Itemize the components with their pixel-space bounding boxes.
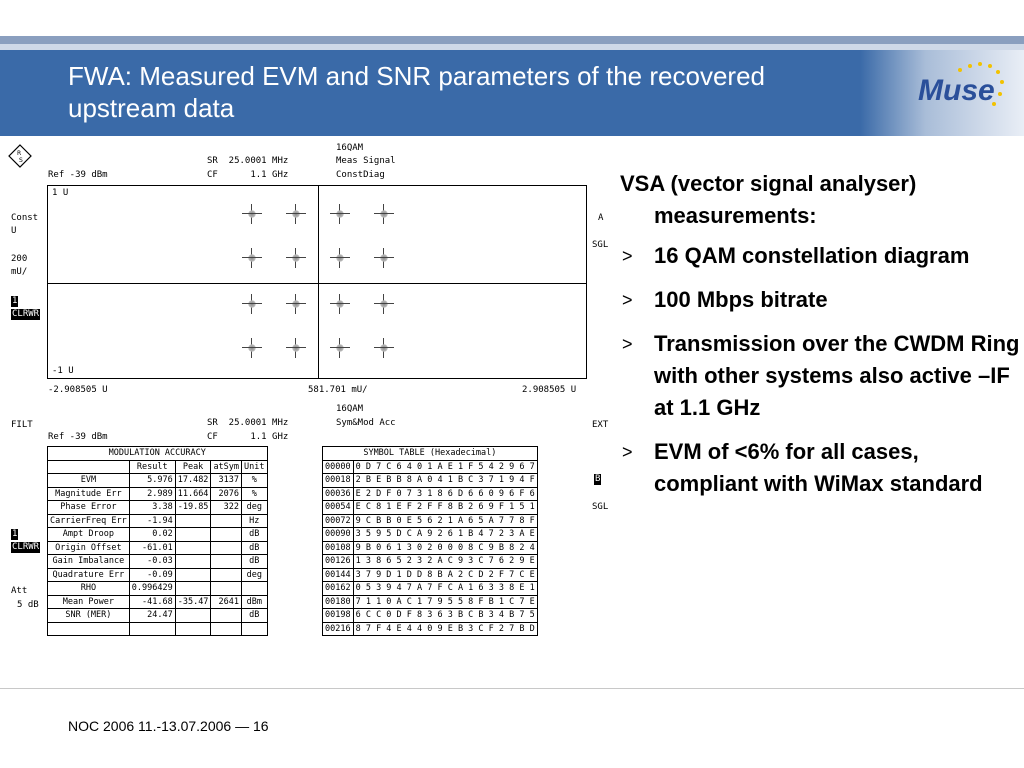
ma-row (48, 582, 268, 596)
scale-label: 200 (11, 254, 28, 264)
bullet-marker: > (622, 246, 633, 266)
st-address: 00144 (323, 568, 354, 582)
st-row (323, 582, 538, 596)
ma-cell: deg (242, 568, 267, 582)
vsa-screenshot (0, 140, 612, 648)
ma-row-label: Ampt Droop (48, 528, 130, 542)
top-sr: SR 25.0001 MHz (207, 156, 289, 166)
st-address: 00162 (323, 582, 354, 596)
constellation-plot (47, 185, 587, 379)
st-address: 00072 (323, 514, 354, 528)
marker2-badge: 1 (12, 529, 18, 539)
ma-row (48, 595, 268, 609)
top-view: ConstDiag (336, 170, 385, 180)
ma-cell (211, 555, 242, 569)
constellation-point (242, 338, 262, 358)
ma-cell: 11.664 (175, 487, 211, 501)
constellation-point (286, 248, 306, 268)
st-address: 00054 (323, 501, 354, 515)
ma-empty-row (48, 622, 268, 636)
ma-cell: -0.03 (129, 555, 175, 569)
st-address: 00198 (323, 609, 354, 623)
ma-cell (211, 528, 242, 542)
slide-title: FWA: Measured EVM and SNR parameters of the recovered upstream data (68, 61, 765, 123)
ma-cell: % (242, 474, 267, 488)
ma-row (48, 609, 268, 623)
st-row (323, 568, 538, 582)
footer-text: NOC 2006 11.-13.07.2006 — 16 (68, 718, 269, 734)
att-label: Att (11, 586, 28, 596)
plot-ytop-label: 1 U (52, 188, 69, 198)
st-symbols: 9 B 0 6 1 3 0 2 0 0 0 8 C 9 B 8 2 4 (353, 541, 537, 555)
constellation-point (286, 294, 306, 314)
constellation-point (374, 338, 394, 358)
clrwr1-badge: CLRWR (12, 309, 40, 319)
constellation-point (330, 338, 350, 358)
st-address: 00180 (323, 595, 354, 609)
st-symbols: E 2 D F 0 7 3 1 8 6 D 6 6 0 9 6 F 6 (353, 487, 537, 501)
ma-cell: 3.38 (129, 501, 175, 515)
st-row (323, 460, 538, 474)
st-title: SYMBOL TABLE (Hexadecimal) (323, 447, 538, 461)
st-address: 00216 (323, 622, 354, 636)
bottom-ref: Ref -39 dBm (48, 432, 108, 442)
constellation-point (330, 294, 350, 314)
ma-cell: -1.94 (129, 514, 175, 528)
plot-ybottom-label: -1 U (52, 366, 74, 376)
ma-row (48, 487, 268, 501)
bullet-text: 16 QAM constellation diagram (654, 243, 970, 268)
ma-cell: 2641 (211, 595, 242, 609)
ma-cell: % (242, 487, 267, 501)
constellation-point (242, 248, 262, 268)
ma-cell: 2.989 (129, 487, 175, 501)
ma-cell: dB (242, 609, 267, 623)
st-row (323, 541, 538, 555)
constellation-point (374, 248, 394, 268)
ma-header: Peak (175, 460, 211, 474)
constellation-point (330, 204, 350, 224)
ma-row-label: Origin Offset (48, 541, 130, 555)
st-row (323, 609, 538, 623)
ma-row (48, 541, 268, 555)
st-symbols: 0 5 3 9 4 7 A 7 F C A 1 6 3 3 8 E 1 (353, 582, 537, 596)
rs-logo (8, 144, 32, 168)
st-symbols: 8 7 F 4 E 4 4 0 9 E B 3 C F 2 7 B D (353, 622, 537, 636)
ma-cell (211, 609, 242, 623)
ma-cell (175, 514, 211, 528)
bottom-sr: SR 25.0001 MHz (207, 418, 289, 428)
top-cf: CF 1.1 GHz (207, 170, 289, 180)
ma-cell (175, 555, 211, 569)
ma-cell: 2076 (211, 487, 242, 501)
bullet-marker: > (622, 334, 633, 354)
ma-cell (175, 541, 211, 555)
plot-vertical-axis (318, 186, 319, 378)
plot-xmid-label: 581.701 mU/ (308, 385, 368, 395)
ma-cell: 24.47 (129, 609, 175, 623)
bullet-text: EVM of <6% for all cases, compliant with WiMax standard (654, 439, 983, 496)
svg-text:Muse: Muse (918, 74, 995, 107)
constellation-point (286, 338, 306, 358)
st-symbols: 3 5 9 5 D C A 9 2 6 1 B 4 7 2 3 A E (353, 528, 537, 542)
constellation-point (330, 248, 350, 268)
st-symbols: 0 D 7 C 6 4 0 1 A E 1 F 5 4 2 9 6 7 (353, 460, 537, 474)
bullet-item (620, 436, 1020, 500)
plot-xright-label: 2.908505 U (522, 385, 577, 395)
ma-header: Unit (242, 460, 267, 474)
st-row (323, 595, 538, 609)
ma-row-label: Quadrature Err (48, 568, 130, 582)
filt-label: FILT (11, 420, 33, 430)
ma-row-label: SNR (MER) (48, 609, 130, 623)
bullet-text: Transmission over the CWDM Ring with other systems also active –IF at 1.1 GHz (654, 331, 1020, 420)
marker1-badge: 1 (12, 296, 18, 306)
st-symbols: 1 3 8 6 5 2 3 2 A C 9 3 C 7 6 2 9 E (353, 555, 537, 569)
ma-title: MODULATION ACCURACY (48, 447, 268, 461)
st-row (323, 474, 538, 488)
ma-cell: dB (242, 528, 267, 542)
ma-cell: 0.02 (129, 528, 175, 542)
ma-cell (211, 541, 242, 555)
bullet-text: 100 Mbps bitrate (654, 287, 828, 312)
att-value: 5 dB (17, 600, 39, 610)
st-symbols: 6 C C 0 D F 8 3 6 3 B C B 3 4 B 7 5 (353, 609, 537, 623)
clrwr2-badge: CLRWR (12, 542, 40, 552)
st-address: 00036 (323, 487, 354, 501)
ma-cell: 3137 (211, 474, 242, 488)
bullet-item (620, 284, 1020, 316)
ma-cell: deg (242, 501, 267, 515)
ma-row (48, 474, 268, 488)
plot-xleft-label: -2.908505 U (48, 385, 108, 395)
ma-row (48, 555, 268, 569)
st-row (323, 555, 538, 569)
bullet-item (620, 240, 1020, 272)
bottom-cf: CF 1.1 GHz (207, 432, 289, 442)
ma-row-label: Mean Power (48, 595, 130, 609)
sgl2-label: SGL (592, 502, 609, 512)
ma-row-label: Gain Imbalance (48, 555, 130, 569)
svg-text:R: R (17, 150, 22, 157)
bullet-heading: VSA (vector signal analyser) measurements: (620, 171, 917, 228)
ma-cell: dBm (242, 595, 267, 609)
constellation-point (242, 294, 262, 314)
constellation-point (242, 204, 262, 224)
bottom-signal: Sym&Mod Acc (336, 418, 396, 428)
ma-cell (175, 609, 211, 623)
st-symbols: 3 7 9 D 1 D D 8 B A 2 C D 2 F 7 C E (353, 568, 537, 582)
ma-row-label: CarrierFreq Err (48, 514, 130, 528)
ma-cell: 322 (211, 501, 242, 515)
ma-cell (175, 528, 211, 542)
ma-cell: 17.482 (175, 474, 211, 488)
ma-row-label: Magnitude Err (48, 487, 130, 501)
st-row (323, 501, 538, 515)
ma-cell: 0.996429 (129, 582, 175, 596)
top-ref: Ref -39 dBm (48, 170, 108, 180)
st-symbols: E C 8 1 E F 2 F F 8 B 2 6 9 F 1 5 1 (353, 501, 537, 515)
plot-horizontal-axis (48, 283, 586, 284)
st-row (323, 514, 538, 528)
ma-cell (175, 568, 211, 582)
modulation-accuracy-table (47, 446, 268, 636)
svg-text:S: S (19, 157, 23, 164)
bullet-item (620, 328, 1020, 424)
st-address: 00090 (323, 528, 354, 542)
constellation-point (374, 294, 394, 314)
top-signal: Meas Signal (336, 156, 396, 166)
unit-label: mU/ (11, 267, 28, 277)
bullet-marker: > (622, 290, 633, 310)
bullet-list (620, 168, 1020, 512)
st-address: 00126 (323, 555, 354, 569)
ma-cell (211, 582, 242, 596)
st-symbols: 7 1 1 0 A C 1 7 9 5 5 8 F B 1 C 7 E (353, 595, 537, 609)
muse-logo (900, 54, 1020, 132)
ma-cell: 5.976 (129, 474, 175, 488)
trace-a-label: A (598, 213, 604, 223)
ma-row (48, 568, 268, 582)
ma-header: Result (129, 460, 175, 474)
ma-row (48, 514, 268, 528)
top-stripe (0, 36, 1024, 44)
ma-cell: dB (242, 541, 267, 555)
ma-cell (242, 582, 267, 596)
constellation-point (374, 204, 394, 224)
ma-row-label: Phase Error (48, 501, 130, 515)
ma-row-label: EVM (48, 474, 130, 488)
st-address: 00018 (323, 474, 354, 488)
ma-cell: Hz (242, 514, 267, 528)
ma-cell: -61.01 (129, 541, 175, 555)
ext-label: EXT (592, 420, 609, 430)
ma-cell: -41.68 (129, 595, 175, 609)
sgl1-label: SGL (592, 240, 609, 250)
ma-header-blank (48, 460, 130, 474)
st-symbols: 2 B E B B 8 A 0 4 1 B C 3 7 1 9 4 F (353, 474, 537, 488)
ma-row (48, 501, 268, 515)
bullet-marker: > (622, 442, 633, 462)
u-label: U (11, 226, 17, 236)
st-row (323, 622, 538, 636)
st-row (323, 487, 538, 501)
trace-b-badge: B (595, 474, 601, 484)
st-row (323, 528, 538, 542)
bottom-modulation: 16QAM (336, 404, 364, 414)
st-address: 00000 (323, 460, 354, 474)
ma-cell (211, 568, 242, 582)
symbol-table (322, 446, 538, 636)
ma-cell (211, 514, 242, 528)
ma-cell: -0.09 (129, 568, 175, 582)
ma-header: atSym (211, 460, 242, 474)
ma-cell: -19.85 (175, 501, 211, 515)
top-modulation: 16QAM (336, 143, 364, 153)
ma-cell: -35.47 (175, 595, 211, 609)
ma-row-label: RHO (48, 582, 130, 596)
ma-cell: dB (242, 555, 267, 569)
st-symbols: 9 C B B 0 E 5 6 2 1 A 6 5 A 7 7 8 F (353, 514, 537, 528)
ma-row (48, 528, 268, 542)
const-label: Const (11, 213, 39, 223)
ma-cell (175, 582, 211, 596)
footer-divider (0, 688, 1024, 689)
constellation-point (286, 204, 306, 224)
st-address: 00108 (323, 541, 354, 555)
